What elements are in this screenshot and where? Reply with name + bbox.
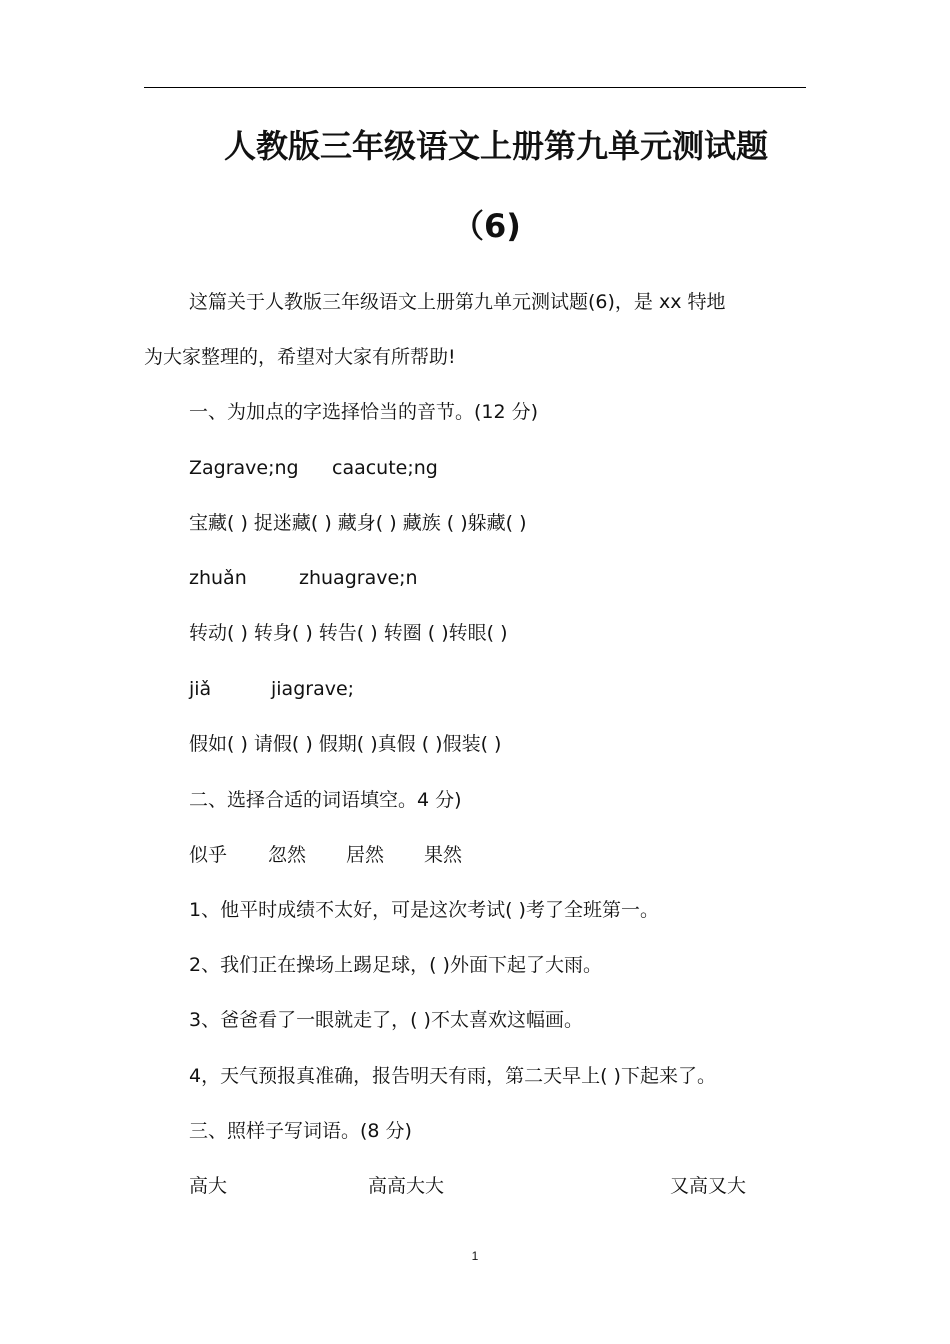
page-title-number: （6)	[452, 207, 521, 245]
pinyin-option: zhuǎn	[189, 567, 247, 589]
word-option: 居然	[346, 844, 385, 866]
page-title: 人教版三年级语文上册第九单元测试题	[224, 127, 769, 165]
example-word: 高高大大	[368, 1175, 445, 1197]
pinyin-option: zhuagrave;n	[299, 567, 418, 589]
section-2-heading: 二、选择合适的词语填空。4 分)	[189, 789, 462, 811]
word-option: 果然	[424, 844, 463, 866]
page-number: 1	[471, 1249, 479, 1263]
question-item: 2、我们正在操场上踢足球，( )外面下起了大雨。	[189, 954, 602, 976]
section-1-heading: 一、为加点的字选择恰当的音节。(12 分)	[189, 401, 539, 423]
word-row: 转动( ) 转身( ) 转告( ) 转圈 ( )转眼( )	[189, 622, 508, 644]
intro-paragraph-line-1: 这篇关于人教版三年级语文上册第九单元测试题(6)，是 xx 特地	[189, 291, 726, 313]
word-option: 忽然	[268, 844, 307, 866]
pinyin-option: caacute;ng	[332, 457, 438, 479]
question-item: 3、爸爸看了一眼就走了，( )不太喜欢这幅画。	[189, 1009, 583, 1031]
intro-paragraph-line-2: 为大家整理的，希望对大家有所帮助!	[144, 346, 456, 368]
pinyin-option: jiǎ	[189, 678, 212, 700]
section-3-heading: 三、照样子写词语。(8 分)	[189, 1120, 412, 1142]
header-rule	[144, 87, 806, 88]
example-word: 高大	[189, 1175, 228, 1197]
question-item: 1、他平时成绩不太好，可是这次考试( )考了全班第一。	[189, 899, 659, 921]
pinyin-option: jiagrave;	[271, 678, 355, 700]
word-row: 假如( ) 请假( ) 假期( )真假 ( )假装( )	[189, 733, 502, 755]
pinyin-option: Zagrave;ng	[189, 457, 299, 479]
word-row: 宝藏( ) 捉迷藏( ) 藏身( ) 藏族 ( )躲藏( )	[189, 512, 527, 534]
word-option: 似乎	[189, 844, 228, 866]
example-word: 又高又大	[670, 1175, 747, 1197]
question-item: 4，天气预报真准确，报告明天有雨，第二天早上( )下起来了。	[189, 1065, 716, 1087]
